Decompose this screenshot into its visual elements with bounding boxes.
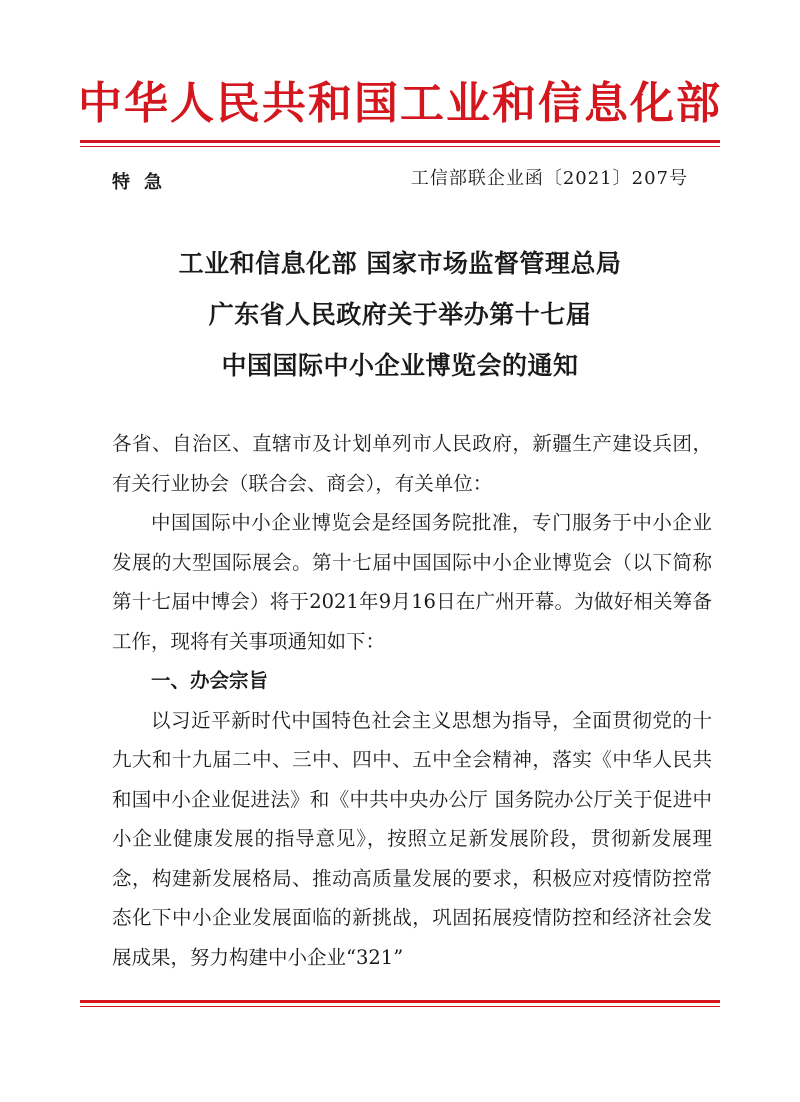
masthead-rule-top: [80, 140, 720, 143]
section-heading: 一、办会宗旨: [151, 669, 269, 692]
section-paragraph: 以习近平新时代中国特色社会主义思想为指导，全面贯彻党的十九大和十九届二中、三中、四中、五中全会精神，落实《中华人民共和国中小企业促进法》和《中共中央办公厅 国务院办公厅关于促进中小企业健康发展的指导意见》，按照立足新发展阶段，贯彻新发展理念，构建新发展格局、推动高质量发展的要求，积极应对疫情防控常态化下中小企业发展面临的新挑战，巩固拓展疫情防控和经济社会发展成果，努力构建中小企业“321”: [112, 708, 712, 969]
document-number: 工信部联企业函〔2021〕207号: [410, 168, 688, 189]
masthead-rule-bottom: [80, 146, 720, 147]
document-title: [0, 238, 800, 391]
urgency-label: 特急: [112, 172, 176, 193]
addressee: 各省、自治区、直辖市及计划单列市人民政府，新疆生产建设兵团，有关行业协会（联合会、商会），有关单位：: [112, 432, 712, 495]
document-body: [112, 424, 712, 977]
title-line: 中国国际中小企业博览会的通知: [221, 351, 579, 380]
footer-rule-top: [80, 1000, 720, 1003]
title-line: 工业和信息化部 国家市场监督管理总局: [178, 249, 622, 278]
masthead-org-name: 中华人民共和国工业和信息化部: [78, 78, 722, 129]
intro-paragraph: 中国国际中小企业博览会是经国务院批准，专门服务于中小企业发展的大型国际展会。第十七届中国国际中小企业博览会（以下简称第十七届中博会）将于2021年9月16日在广州开幕。为做好相关筹备工作，现将有关事项通知如下：: [112, 511, 712, 653]
title-line: 广东省人民政府关于举办第十七届: [208, 300, 592, 329]
footer-rule-bottom: [80, 1006, 720, 1007]
